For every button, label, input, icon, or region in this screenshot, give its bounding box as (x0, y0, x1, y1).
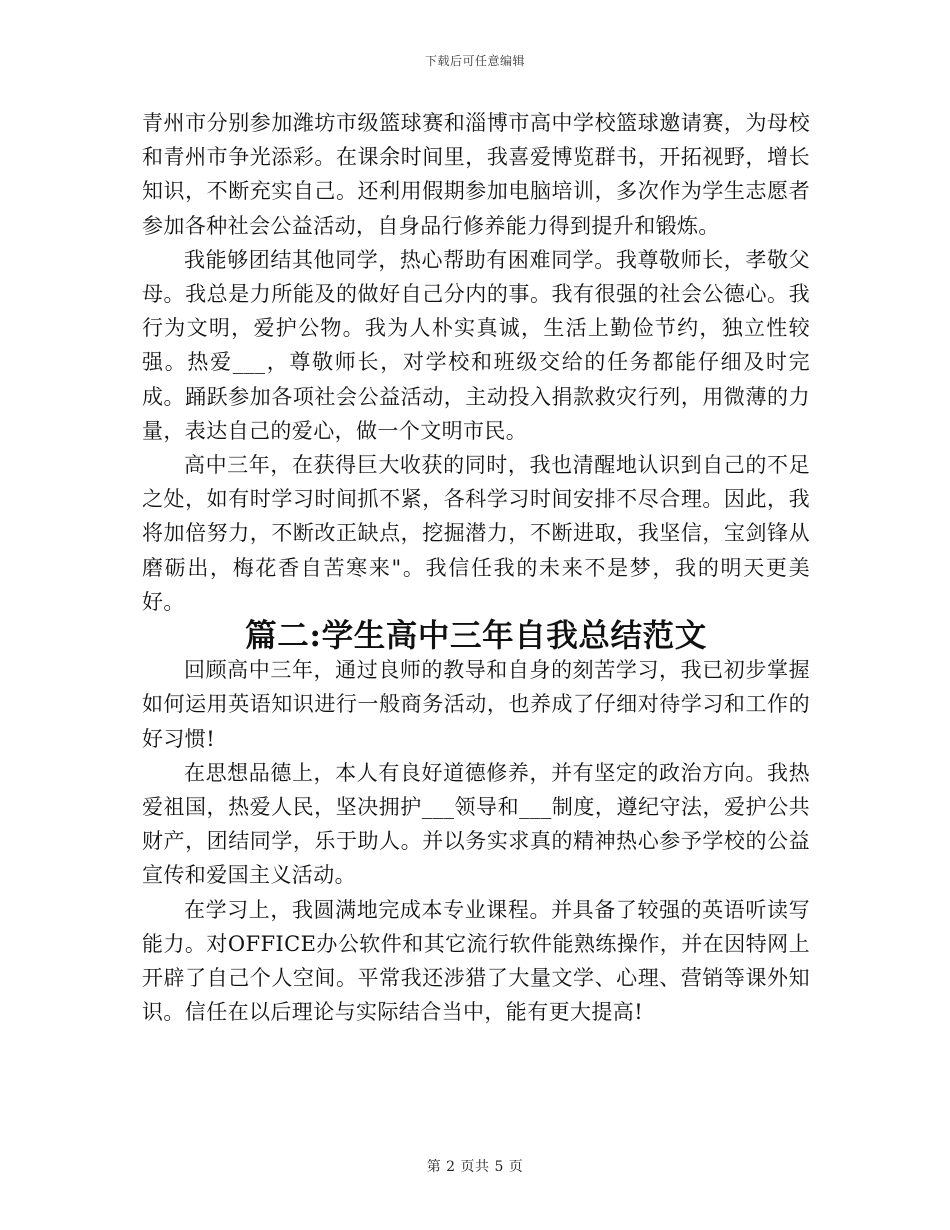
document-body (142, 106, 810, 1029)
page-header: 下载后可任意编辑 (424, 54, 525, 68)
paragraph-continuation: 青州市分别参加潍坊市级篮球赛和淄博市高中学校篮球邀请赛，为母校和青州市争光添彩。在课余时间里，我喜爱博览群书，开拓视野，增长知识，不断充实自己。还利用假期参加电脑培训，多次作为学生志愿者参加各种社会公益活动，自身品行修养能力得到提升和锻炼。 (142, 111, 810, 238)
page-footer: 第 2 页共 5 页 (426, 1159, 524, 1175)
paragraph-moral: 在思想品德上，本人有良好道德修养，并有坚定的政治方向。我热爱祖国，热爱人民，坚决拥护___领导和___制度，遵纪守法，爱护公共财产，团结同学，乐于助人。并以务实求真的精神热心参予学校的公益宣传和爱国主义活动。 (142, 760, 810, 888)
paragraph-review: 回顾高中三年，通过良师的教导和自身的刻苦学习，我已初步掌握如何运用英语知识进行一般商务活动，也养成了仔细对待学习和工作的好习惯! (142, 658, 810, 751)
section-title: 篇二:学生高中三年自我总结范文 (245, 617, 707, 655)
paragraph-reflection: 高中三年，在获得巨大收获的同时，我也清醒地认识到自己的不足之处，如有时学习时间抓不紧，各科学习时间安排不尽合理。因此，我将加倍努力，不断改正缺点，挖掘潜力，不断进取，我坚信，宝剑锋从磨砺出，梅花香自苦寒来"。我信任我的未来不是梦，我的明天更美好。 (142, 453, 810, 614)
paragraph-study: 在学习上，我圆满地完成本专业课程。并具备了较强的英语听读写能力。对OFFICE办公软件和其它流行软件能熟练操作，并在因特网上开辟了自己个人空间。平常我还涉猎了大量文学、心理、营销等课外知识。信任在以后理论与实际结合当中，能有更大提高! (142, 897, 810, 1025)
paragraph-character: 我能够团结其他同学，热心帮助有困难同学。我尊敬师长，孝敬父母。我总是力所能及的做好自己分内的事。我有很强的社会公德心。我行为文明，爱护公物。我为人朴实真诚，生活上勤俭节约，独立性较强。热爱___，尊敬师长，对学校和班级交给的任务都能仔细及时完成。踊跃参加各项社会公益活动，主动投入捐款救灾行列，用微薄的力量，表达自己的爱心，做一个文明市民。 (142, 247, 810, 443)
